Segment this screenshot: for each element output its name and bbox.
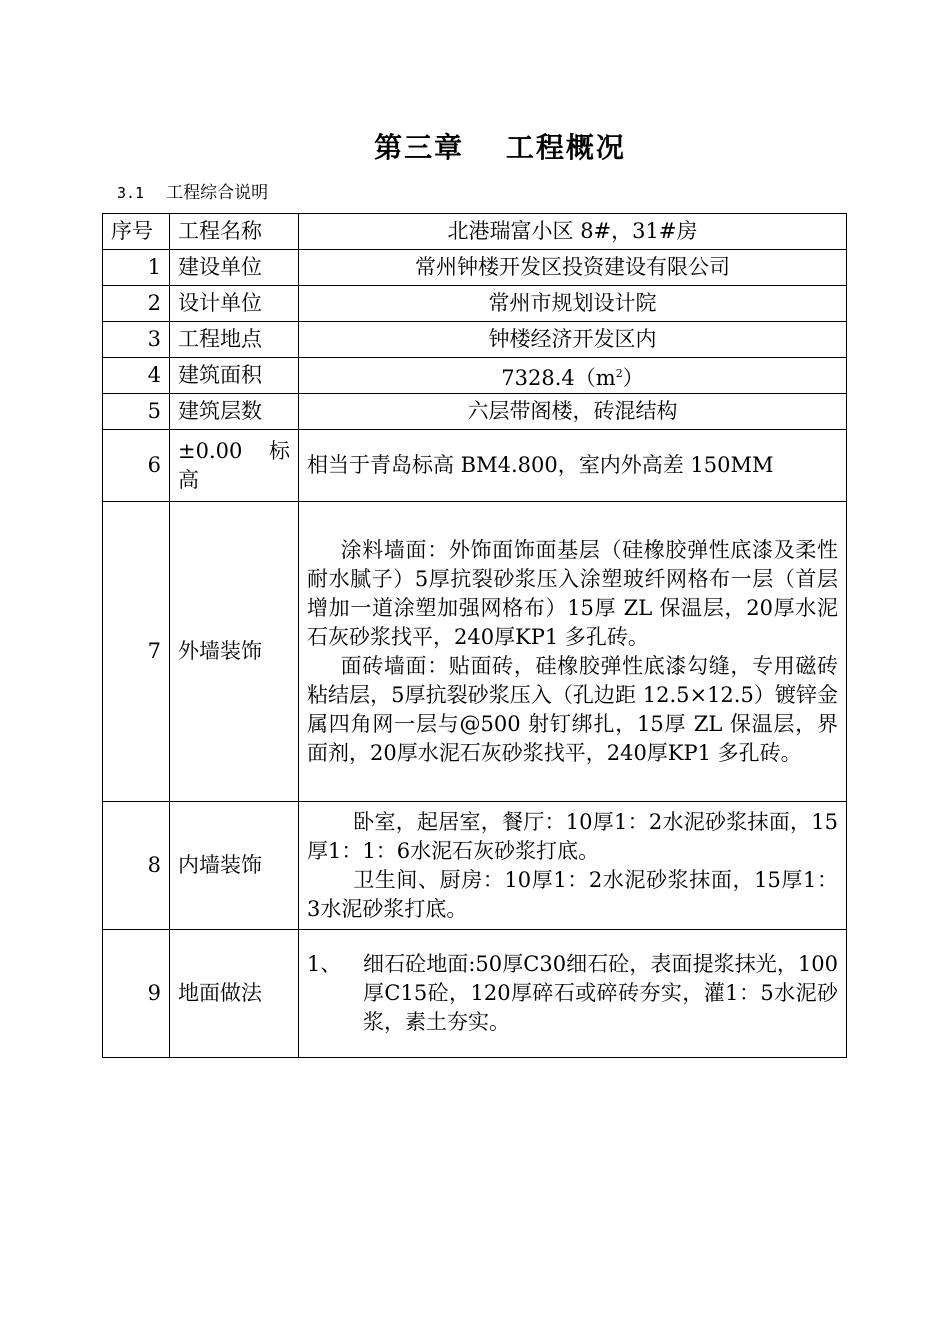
row-label: 工程地点 [170,322,299,358]
table-row [103,358,847,394]
section-title: 工程综合说明 [166,183,269,203]
row-number: 2 [103,286,170,322]
row-value [299,358,847,394]
row-number: 1 [103,250,170,286]
paragraph: 面砖墙面：贴面砖，硅橡胶弹性底漆勾缝，专用磁砖粘结层，5厚抗裂砂浆压入（孔边距 12.5×12.5）镀锌金属四角网一层与@500 射钉绑扎，15厚 ZL 保温层，界面剂，20厚水泥石灰砂浆找平，240厚KP1 多孔砖。 [307,653,838,765]
row-number: 9 [103,930,170,1058]
row-value [299,930,847,1058]
row-number: 3 [103,322,170,358]
row-number: 6 [103,430,170,502]
table-row [103,286,847,322]
table-row [103,394,847,430]
row-label: 建设单位 [170,250,299,286]
row-value: 常州市规划设计院 [299,286,847,322]
row-label: 外墙装饰 [170,502,299,802]
project-name: 北港瑞富小区 8#，31#房 [299,214,847,250]
section-number: 3.1 [117,184,145,202]
project-info-table [102,213,847,1058]
row-number: 7 [103,502,170,802]
row-label: 建筑层数 [170,394,299,430]
table-header-row [103,214,847,250]
row-value [299,802,847,930]
row-label: ±0.00 标高 [170,430,299,502]
chapter-title: 第三章 工程概况 [374,131,626,164]
row-value: 六层带阁楼，砖混结构 [299,394,847,430]
list-text: 细石砼地面:50厚C30细石砼，表面提浆抹光，100厚C15砼，120厚碎石或碎砖夯实，灌1：5水泥砂浆，素土夯实。 [363,952,838,1034]
row-value: 钟楼经济开发区内 [299,322,847,358]
row-value: 常州钟楼开发区投资建设有限公司 [299,250,847,286]
header-name: 工程名称 [170,214,299,250]
table-row [103,430,847,502]
table-row [103,322,847,358]
header-no: 序号 [103,214,170,250]
paragraph: 涂料墙面：外饰面饰面基层（硅橡胶弹性底漆及柔性耐水腻子）5厚抗裂砂浆压入涂塑玻纤网格布一层（首层增加一道涂塑加强网格布）15厚 ZL 保温层，20厚水泥石灰砂浆找平，240厚KP1 多孔砖。 [307,537,838,649]
list-marker: 1、 [307,952,342,976]
section-heading [117,178,268,203]
area-value: 7328.4（m [501,365,616,390]
row-label: 内墙装饰 [170,802,299,930]
row-number: 8 [103,802,170,930]
table-row [103,930,847,1058]
row-label: 设计单位 [170,286,299,322]
row-number: 4 [103,358,170,394]
row-number: 5 [103,394,170,430]
row-label: 建筑面积 [170,358,299,394]
table-row [103,502,847,802]
row-value [299,502,847,802]
paragraph: 卧室，起居室，餐厅：10厚1：2水泥砂浆抹面，15厚1：1：6水泥石灰砂浆打底。 [307,809,838,863]
table-row [103,802,847,930]
area-close-paren: ） [622,365,644,390]
paragraph: 卫生间、厨房：10厚1：2水泥砂浆抹面，15厚1：3水泥砂浆打底。 [307,867,838,921]
table-row [103,250,847,286]
row-label: 地面做法 [170,930,299,1058]
area-unit-superscript: 2 [615,366,623,380]
row-value: 相当于青岛标高 BM4.800，室内外高差 150MM [299,430,847,502]
list-item [307,950,838,1037]
